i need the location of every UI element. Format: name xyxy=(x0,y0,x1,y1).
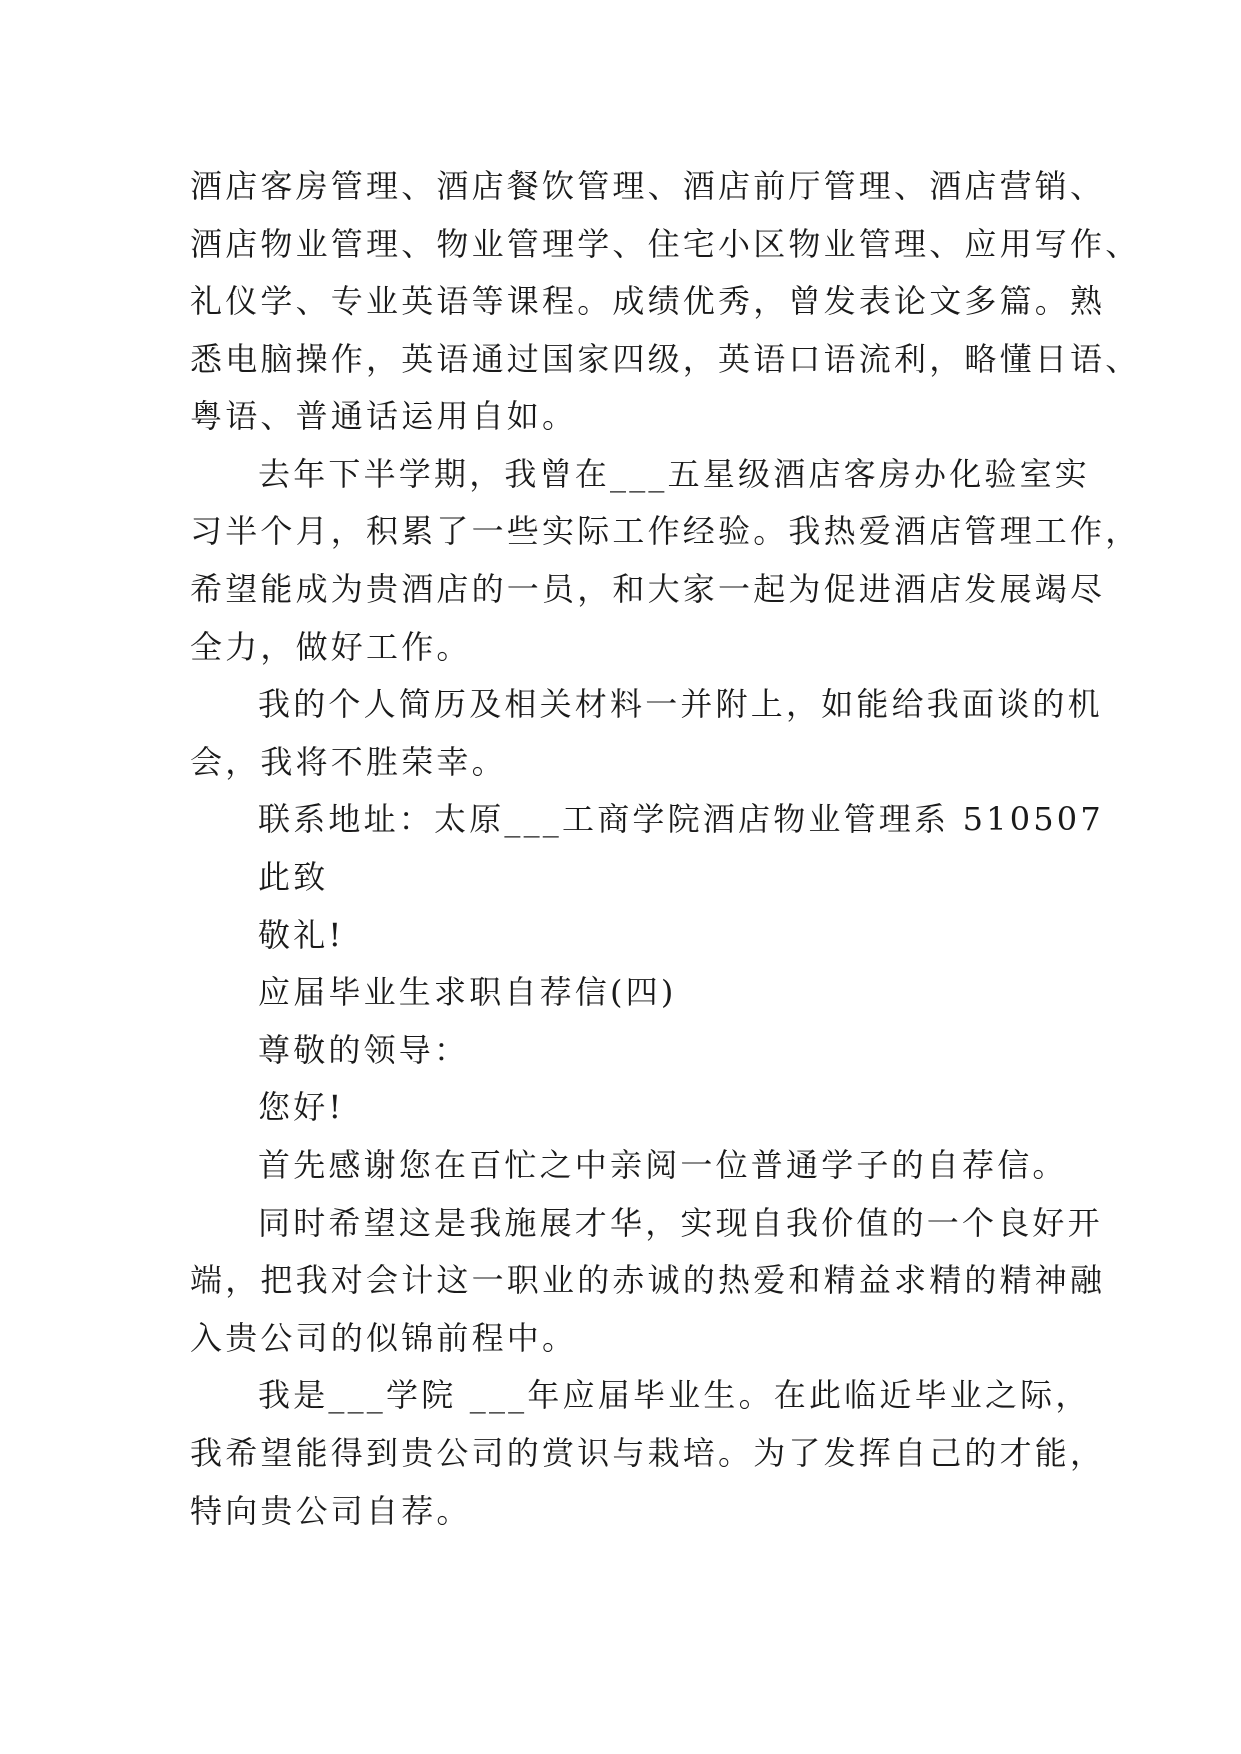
text-line: 酒店物业管理、物业管理学、住宅小区物业管理、应用写作、 xyxy=(190,225,1141,263)
text-line: 特向贵公司自荐。 xyxy=(190,1492,472,1530)
text-line: 礼仪学、专业英语等课程。成绩优秀，曾发表论文多篇。熟 xyxy=(190,282,1106,320)
text-line: 悉电脑操作，英语通过国家四级，英语口语流利，略懂日语、 xyxy=(190,340,1141,378)
text-line: 入贵公司的似锦前程中。 xyxy=(190,1319,578,1357)
paragraph-first-line: 我是___学院 ___年应届毕业生。在此临近毕业之际， xyxy=(258,1376,1091,1414)
text-line: 粤语、普通话运用自如。 xyxy=(190,397,578,435)
closing-salutation: 此致 xyxy=(258,858,329,896)
text-line: 我希望能得到贵公司的赏识与栽培。为了发挥自己的才能， xyxy=(190,1434,1106,1472)
paragraph-first-line: 去年下半学期，我曾在___五星级酒店客房办化验室实 xyxy=(258,455,1091,493)
text-line: 习半个月，积累了一些实际工作经验。我热爱酒店管理工作， xyxy=(190,512,1141,550)
text-line: 端，把我对会计这一职业的赤诚的热爱和精益求精的精神融 xyxy=(190,1261,1106,1299)
letter-heading: 应届毕业生求职自荐信(四) xyxy=(258,973,677,1011)
paragraph-first-line: 首先感谢您在百忙之中亲阅一位普通学子的自荐信。 xyxy=(258,1146,1068,1184)
greeting: 尊敬的领导： xyxy=(258,1031,470,1069)
closing-regards: 敬礼! xyxy=(258,916,345,954)
text-line: 酒店客房管理、酒店餐饮管理、酒店前厅管理、酒店营销、 xyxy=(190,167,1106,205)
text-line: 全力，做好工作。 xyxy=(190,628,472,666)
text-line: 希望能成为贵酒店的一员，和大家一起为促进酒店发展竭尽 xyxy=(190,570,1106,608)
contact-address: 联系地址：太原___工商学院酒店物业管理系 510507 xyxy=(258,800,1104,838)
text-line: 会，我将不胜荣幸。 xyxy=(190,743,507,781)
greeting-hello: 您好! xyxy=(258,1088,345,1126)
paragraph-first-line: 同时希望这是我施展才华，实现自我价值的一个良好开 xyxy=(258,1204,1103,1242)
paragraph-first-line: 我的个人简历及相关材料一并附上，如能给我面谈的机 xyxy=(258,685,1103,723)
